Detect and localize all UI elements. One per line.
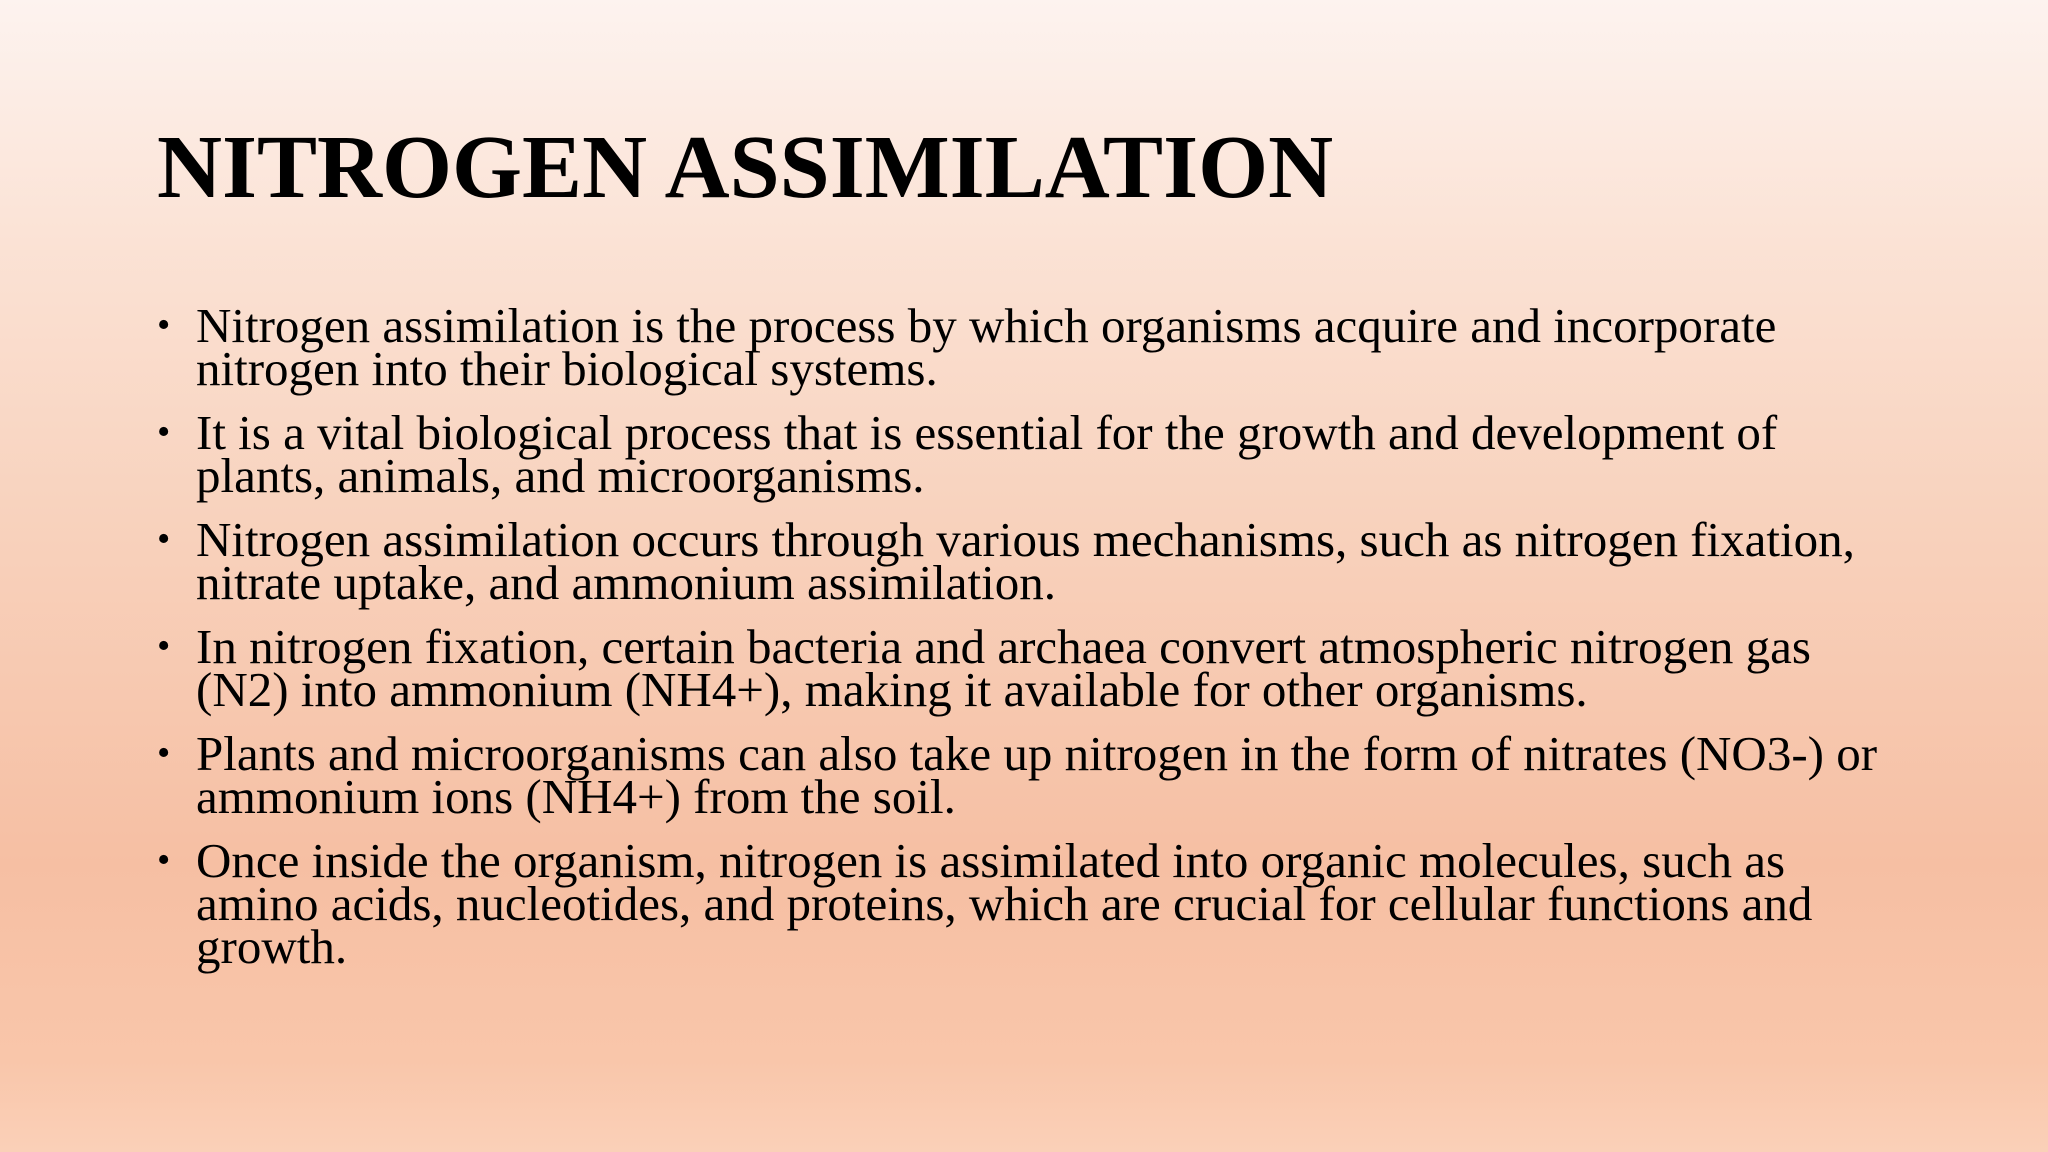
bullet-icon: • [157, 518, 171, 560]
bullet-item [157, 726, 1897, 824]
bullet-icon: • [157, 304, 171, 346]
bullet-text: Nitrogen assimilation is the process by which organisms acquire and incorporate nitrogen into their biological systems. [196, 298, 1777, 396]
bullet-item [157, 619, 1897, 717]
bullet-icon: • [157, 839, 171, 881]
bullet-text: Once inside the organism, nitrogen is assimilated into organic molecules, such as amino acids, nucleotides, and proteins, which are crucial for cellular functions and growth. [196, 833, 1813, 974]
bullet-text: Plants and microorganisms can also take up nitrogen in the form of nitrates (NO3-) or ammonium ions (NH4+) from the soil. [196, 726, 1878, 824]
bullet-item [157, 833, 1897, 974]
bullet-icon: • [157, 411, 171, 453]
bullet-item [157, 298, 1897, 396]
bullet-text: In nitrogen fixation, certain bacteria and archaea convert atmospheric nitrogen gas (N2) into ammonium (NH4+), making it available for other organisms. [196, 619, 1811, 717]
bullet-item [157, 512, 1897, 610]
slide-title: NITROGEN ASSIMILATION [157, 118, 1334, 217]
bullet-list [157, 298, 1897, 989]
bullet-text: Nitrogen assimilation occurs through various mechanisms, such as nitrogen fixation, nitrate uptake, and ammonium assimilation. [196, 512, 1855, 610]
bullet-icon: • [157, 625, 171, 667]
bullet-item [157, 405, 1897, 503]
bullet-text: It is a vital biological process that is essential for the growth and development of plants, animals, and microorganisms. [196, 405, 1778, 503]
bullet-icon: • [157, 732, 171, 774]
